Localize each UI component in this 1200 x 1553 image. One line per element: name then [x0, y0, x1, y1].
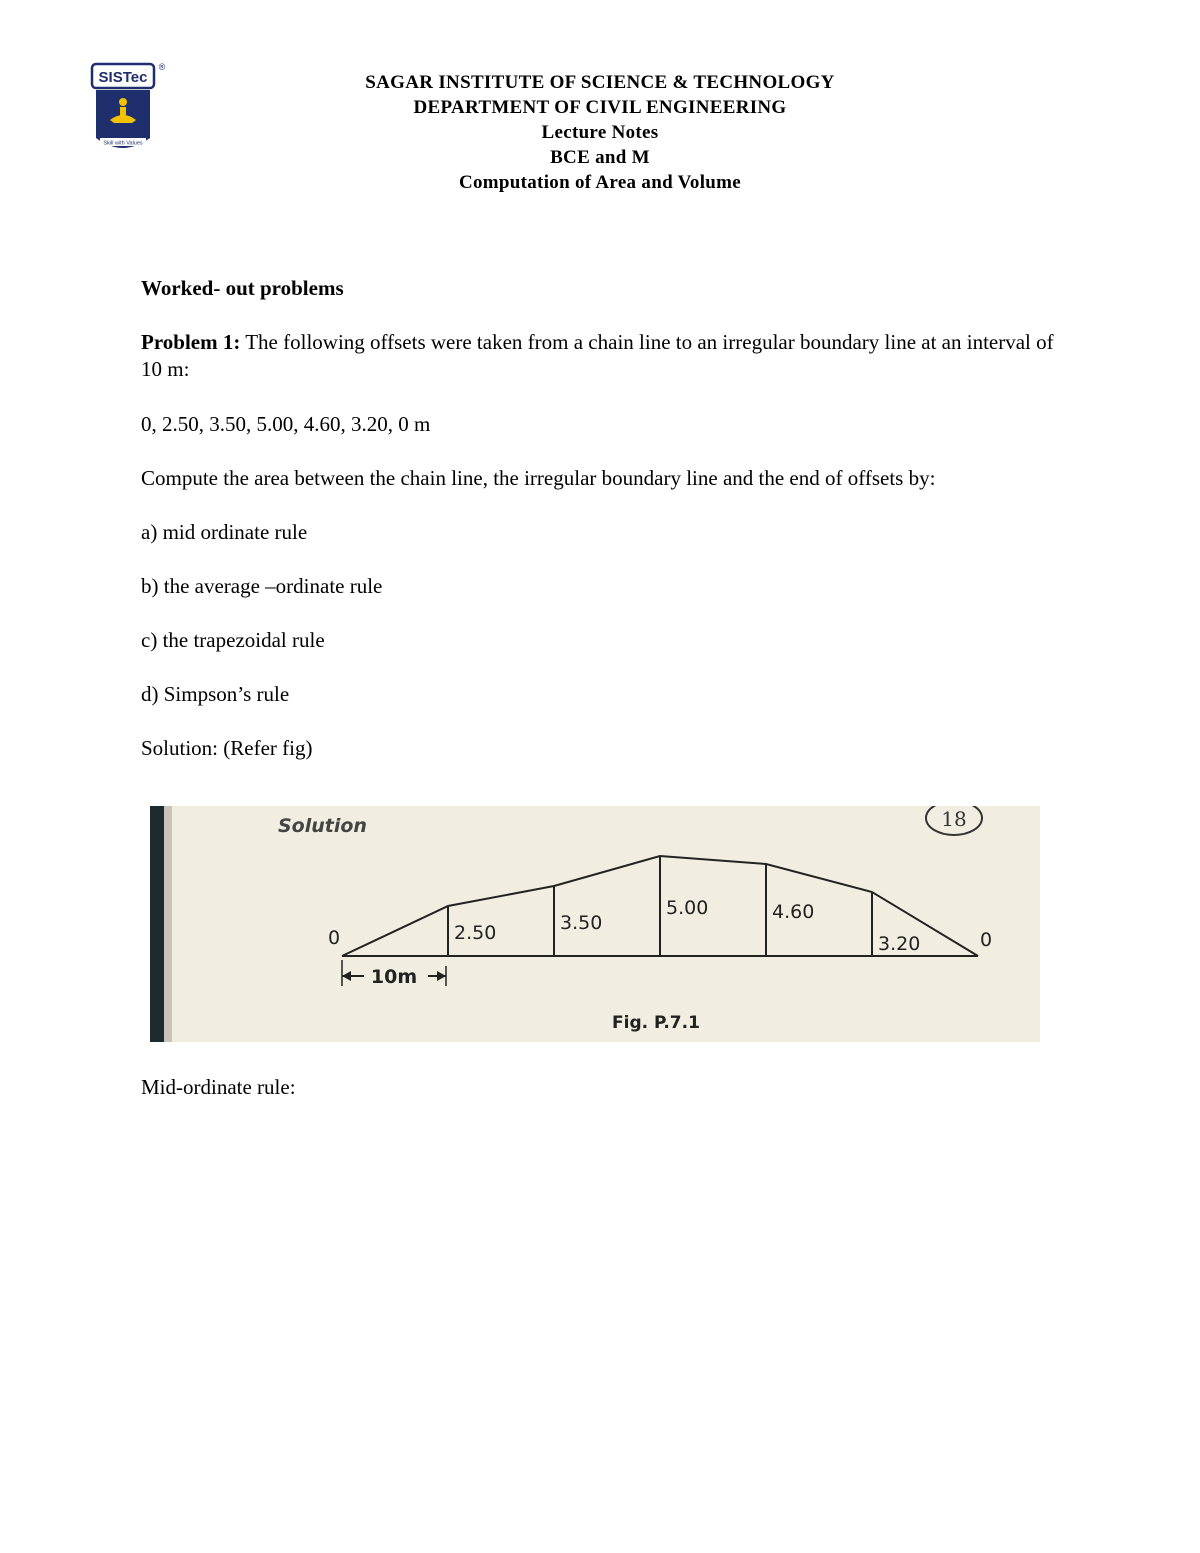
- doc-type: Lecture Notes: [541, 122, 659, 143]
- problem-text: The following offsets were taken from a chain line to an irregular boundary line at an interval of 10 m:: [141, 330, 1054, 381]
- section-heading: Worked- out problems: [141, 276, 344, 300]
- offset-label-0: 0: [328, 927, 341, 949]
- dimension-arrowhead-left: [342, 971, 351, 981]
- offset-label-1: 2.50: [454, 922, 497, 944]
- figure-caption: Fig. P.7.1: [612, 1013, 700, 1033]
- document-header: [0, 70, 1200, 195]
- scan-edge: [150, 806, 164, 1042]
- department-name: DEPARTMENT OF CIVIL ENGINEERING: [413, 97, 787, 118]
- svg-text:SISTec: SISTec: [98, 69, 148, 86]
- offset-label-6: 0: [980, 929, 993, 951]
- offset-label-3: 5.00: [666, 897, 709, 919]
- method-a: a) mid ordinate rule: [141, 520, 308, 544]
- method-d: d) Simpson’s rule: [141, 682, 290, 706]
- topic-title: Computation of Area and Volume: [458, 172, 742, 193]
- solution-reference: Solution: (Refer fig): [141, 736, 313, 760]
- offset-plot: [328, 856, 992, 988]
- figure-solution-label: Solution: [278, 815, 367, 837]
- dimension-arrowhead-right: [437, 971, 446, 981]
- problem-label: Problem 1:: [141, 330, 241, 354]
- compute-instruction: Compute the area between the chain line, the irregular boundary line and the end of offsets by:: [141, 466, 936, 490]
- mid-ordinate-heading: Mid-ordinate rule:: [141, 1075, 296, 1099]
- svg-text:®: ®: [158, 62, 166, 72]
- interval-label: 10m: [370, 966, 418, 988]
- method-b: b) the average –ordinate rule: [141, 574, 383, 598]
- offset-label-5: 3.20: [878, 933, 921, 955]
- course-name: BCE and M: [550, 147, 650, 168]
- institute-name: SAGAR INSTITUTE OF SCIENCE & TECHNOLOGY: [365, 72, 835, 93]
- method-c: c) the trapezoidal rule: [141, 628, 325, 652]
- offset-label-4: 4.60: [772, 901, 815, 923]
- svg-text:Skill with Values: Skill with Values: [103, 140, 143, 147]
- page-mark: 18: [941, 807, 967, 831]
- offset-label-2: 3.50: [560, 912, 603, 934]
- offsets-list: 0, 2.50, 3.50, 5.00, 4.60, 3.20, 0 m: [141, 412, 431, 436]
- offsets-figure: [150, 806, 1040, 1042]
- problem-statement: [141, 329, 1071, 383]
- document-body: [141, 275, 1071, 762]
